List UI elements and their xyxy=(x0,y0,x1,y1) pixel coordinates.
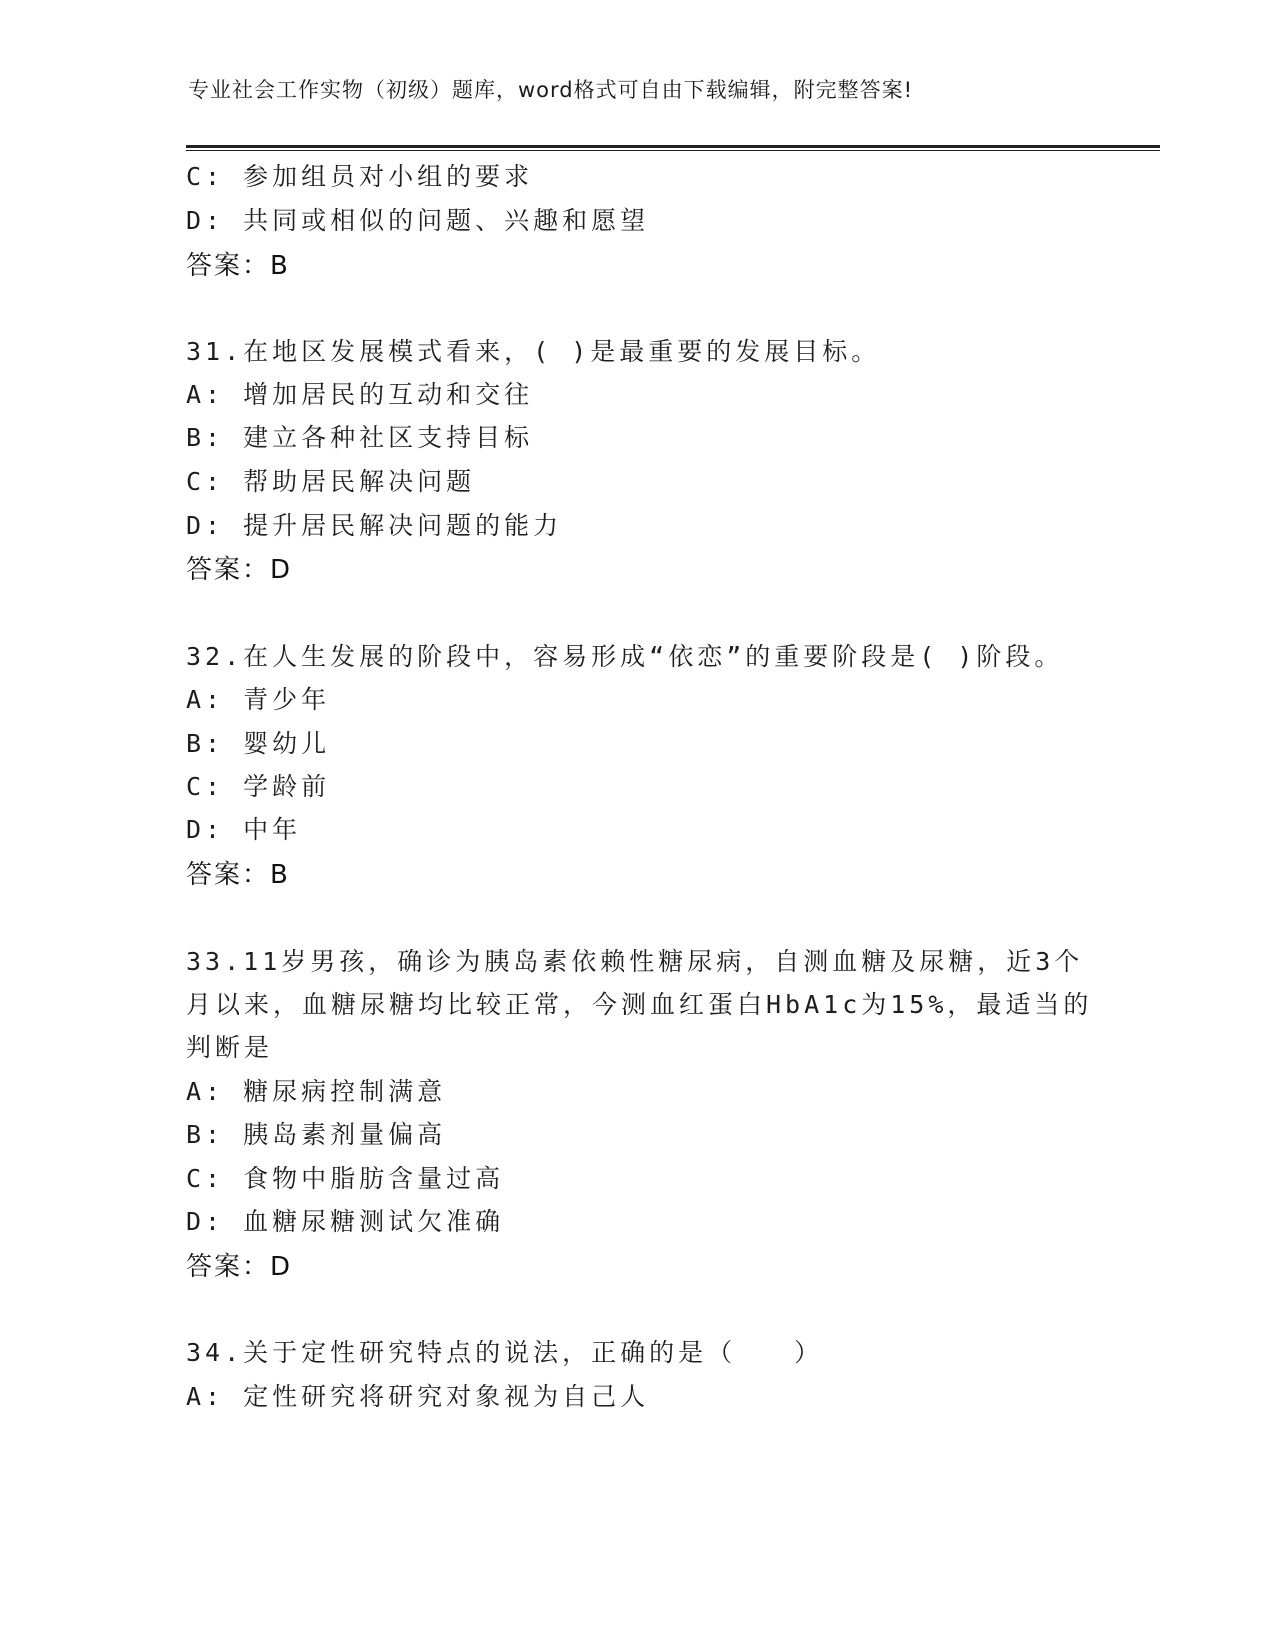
q32-option-d: D: 中年 xyxy=(186,815,302,844)
q31-option-c: C: 帮助居民解决问题 xyxy=(186,467,476,496)
header-divider-thin xyxy=(186,150,1160,151)
q31-answer: 答案：D xyxy=(186,555,293,585)
q30-answer: 答案：B xyxy=(186,251,290,281)
q32-option-b: B: 婴幼儿 xyxy=(186,729,331,758)
q31-stem: 31.在地区发展模式看来，( )是最重要的发展目标。 xyxy=(186,337,881,366)
q30-option-c: C: 参加组员对小组的要求 xyxy=(186,162,534,191)
q33-stem-line-3: 判断是 xyxy=(186,1033,274,1062)
q33-option-c: C: 食物中脂肪含量过高 xyxy=(186,1164,505,1193)
q30-option-d: D: 共同或相似的问题、兴趣和愿望 xyxy=(186,206,650,235)
q33-stem-line-2: 月以来，血糖尿糖均比较正常，今测血红蛋白HbA1c为15%，最适当的 xyxy=(186,990,1093,1019)
q33-answer: 答案：D xyxy=(186,1252,293,1282)
q31-option-a: A: 增加居民的互动和交往 xyxy=(186,380,534,409)
q33-stem-line-1: 33.11岁男孩，确诊为胰岛素依赖性糖尿病，自测血糖及尿糖，近3个 xyxy=(186,947,1084,976)
q34-option-a: A: 定性研究将研究对象视为自己人 xyxy=(186,1382,650,1411)
q33-option-b: B: 胰岛素剂量偏高 xyxy=(186,1120,447,1149)
q31-option-b: B: 建立各种社区支持目标 xyxy=(186,423,534,452)
header-divider-thick xyxy=(186,145,1160,148)
q34-stem: 34.关于定性研究特点的说法，正确的是（ ） xyxy=(186,1338,824,1367)
q33-option-d: D: 血糖尿糖测试欠准确 xyxy=(186,1207,505,1236)
q32-answer: 答案：B xyxy=(186,860,290,890)
q32-stem: 32.在人生发展的阶段中，容易形成“依恋”的重要阶段是( )阶段。 xyxy=(186,642,1064,671)
q31-option-d: D: 提升居民解决问题的能力 xyxy=(186,511,563,540)
q32-option-c: C: 学龄前 xyxy=(186,772,331,801)
document-header: 专业社会工作实物（初级）题库，word格式可自由下载编辑，附完整答案! xyxy=(188,78,914,102)
q33-option-a: A: 糖尿病控制满意 xyxy=(186,1077,447,1106)
q32-option-a: A: 青少年 xyxy=(186,685,331,714)
